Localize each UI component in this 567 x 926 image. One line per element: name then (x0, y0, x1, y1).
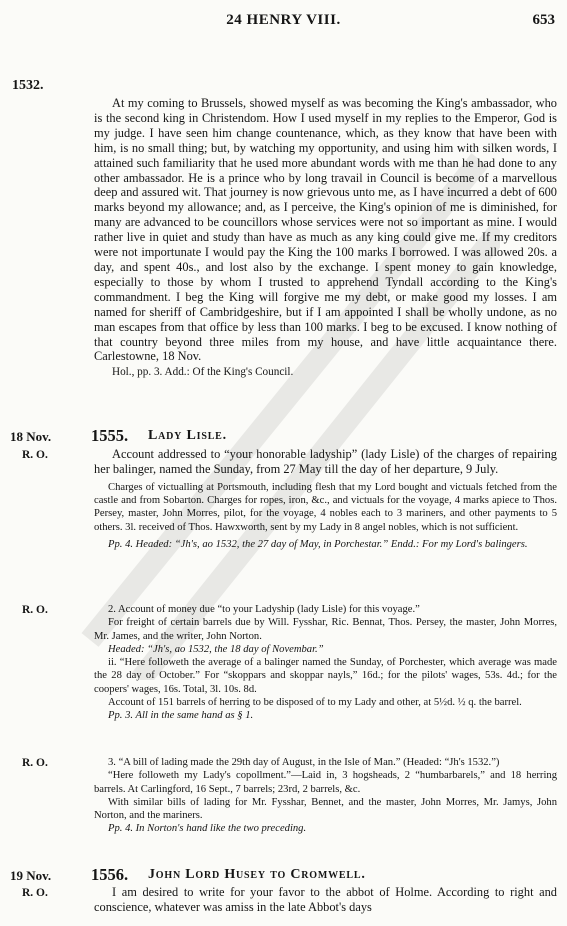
item-3-body (94, 756, 557, 836)
entry-1556-archive: R. O. (22, 887, 48, 899)
entry-1555-source: Pp. 4. Headed: “Jh's, ao 1532, the 27 day of May, in Porchestar.” Endd.: For my Lord's balingers. (108, 539, 528, 550)
item-2-headed: Headed: “Jh's, ao 1532, the 18 day of Novembar.” (108, 643, 324, 655)
entry-1555-date: 18 Nov. (10, 429, 52, 444)
entry-1555-number: 1555. (91, 426, 129, 445)
item-2-average: ii. “Here followeth the average of a balinger named the Sunday, of Porchester, which average was made the 28 day of October.” For “skoppars and skoppar nayls,” 16d.; for the pilots' wages, 53s. 4d.; for the coopers' wages, 16s. Total, 3l. 10s. 8d. (94, 657, 557, 695)
item-2-body (94, 603, 557, 723)
letter-paragraph: At my coming to Brussels, showed myself as was becoming the King's ambassador, who is the second king in Christendom. How I used myself in my replies to the Emperor, God is my judge. I have seen him change countenance, which, as they know that have been with him, is no small thing; but, by watching my opportunity, and using him with silken words, I attained such familiarity that he used more abundant words with me than he had done to any other ambassador. He is a prince who by long travail in Council is become of a marvellous deep and assured wit. That journey is now grievous unto me, as I have incurred a debt of 600 marks beyond my allowance; and, as I perceive, the King's opinion of me is diminished, for many are advanced to be councillors whose services were not so important as mine. I would rather live in quiet and study than have as much as any king could give me. If my creditors were not importunate I would pay the King the 100 marks I borrowed. I was allowed 20s. a day, and spent 40s., and lost also by the exchange. I spent money to gain knowledge, especially to those by whom I trusted to apprehend Tyndall according to the King's commandment. I beg the King will forgive me my debt, or make good my losses. I am named for sheriff of Cambridgeshire, but if I am appointed I shall be wholly undone, as no man escapes from that office by less than 100 marks. I beg to be excused. I know nothing of that country beyond three miles from my house, and have little acquaintance there. Carlestowne, 18 Nov. (94, 96, 557, 364)
year-marker: 1532. (12, 78, 44, 93)
item-2-summary: 2. Account of money due “to your Ladyship (lady Lisle) for this voyage.” (108, 604, 420, 615)
entry-1556-number: 1556. (91, 865, 129, 884)
item-2-archive: R. O. (22, 604, 48, 616)
letter-source-note: Hol., pp. 3. Add.: Of the King's Council. (112, 366, 294, 379)
item-2-source: Pp. 3. All in the same hand as § 1. (108, 710, 254, 722)
entry-1555-archive: R. O. (22, 449, 48, 461)
item-2-detail: For freight of certain barrels due by Will. Fysshar, Ric. Bennat, Thos. Persey, the master, John Morres, Mr. James, and the writer, John Norton. (94, 617, 557, 642)
entry-1555-summary: Account addressed to “your honorable ladyship” (lady Lisle) of the charges of repairing her balinger, named the Sunday, from 27 May till the day of her departure, 9 July. (94, 447, 557, 476)
entry-1556-date: 19 Nov. (10, 868, 52, 883)
entry-1555-body (94, 447, 557, 551)
entry-1556-title: John Lord Husey to Cromwell. (148, 867, 366, 882)
item-3-archive: R. O. (22, 757, 48, 769)
entry-1556-summary: I am desired to write for your favor to the abbot of Holme. According to right and conscience, whatever was amiss in the late Abbot's days (94, 885, 557, 914)
entry-1556-body (94, 885, 557, 915)
entry-1555-detail: Charges of victualling at Portsmouth, including flesh that my Lord bought and victuals fetched from the castle and from Sobarton. Charges for ropes, iron, &c., and victuals for the voyage, 4 marks apiece to Thos. Persey, master, John Morres, pilot, for the voyage, 4 nobles each to 3 mariners, and other payments to 5 others. 3l. received of Thos. Hawxworth, sent by my Lady in 8 angel nobles, which is not sufficient. (94, 481, 557, 533)
page-number: 653 (532, 12, 555, 28)
letter-block (94, 96, 557, 379)
item-3-similar: With similar bills of lading for Mr. Fysshar, Bennet, and the master, John Morres, Mr. Jamys, John Norton, and the mariners. (94, 796, 557, 822)
item-2-herring: Account of 151 barrels of herring to be disposed of to my Lady and other, at 5½d. ½ q. the barrel. (108, 697, 522, 709)
entry-1555-title: Lady Lisle. (148, 428, 227, 443)
item-3-detail: “Here followeth my Lady's copollment.”—Laid in, 3 hogsheads, 2 “humbarbarels,” and 18 herring barrels. At Carlingford, 16 Sept., 7 barrels; 23rd, 2 barrels, &c. (94, 770, 557, 795)
item-3-summary: 3. “A bill of lading made the 29th day of August, in the Isle of Man.” (Headed: “Jh's 1532.”) (108, 757, 500, 768)
item-3-source: Pp. 4. In Norton's hand like the two preceding. (108, 823, 307, 835)
running-title: 24 HENRY VIII. (226, 12, 341, 28)
